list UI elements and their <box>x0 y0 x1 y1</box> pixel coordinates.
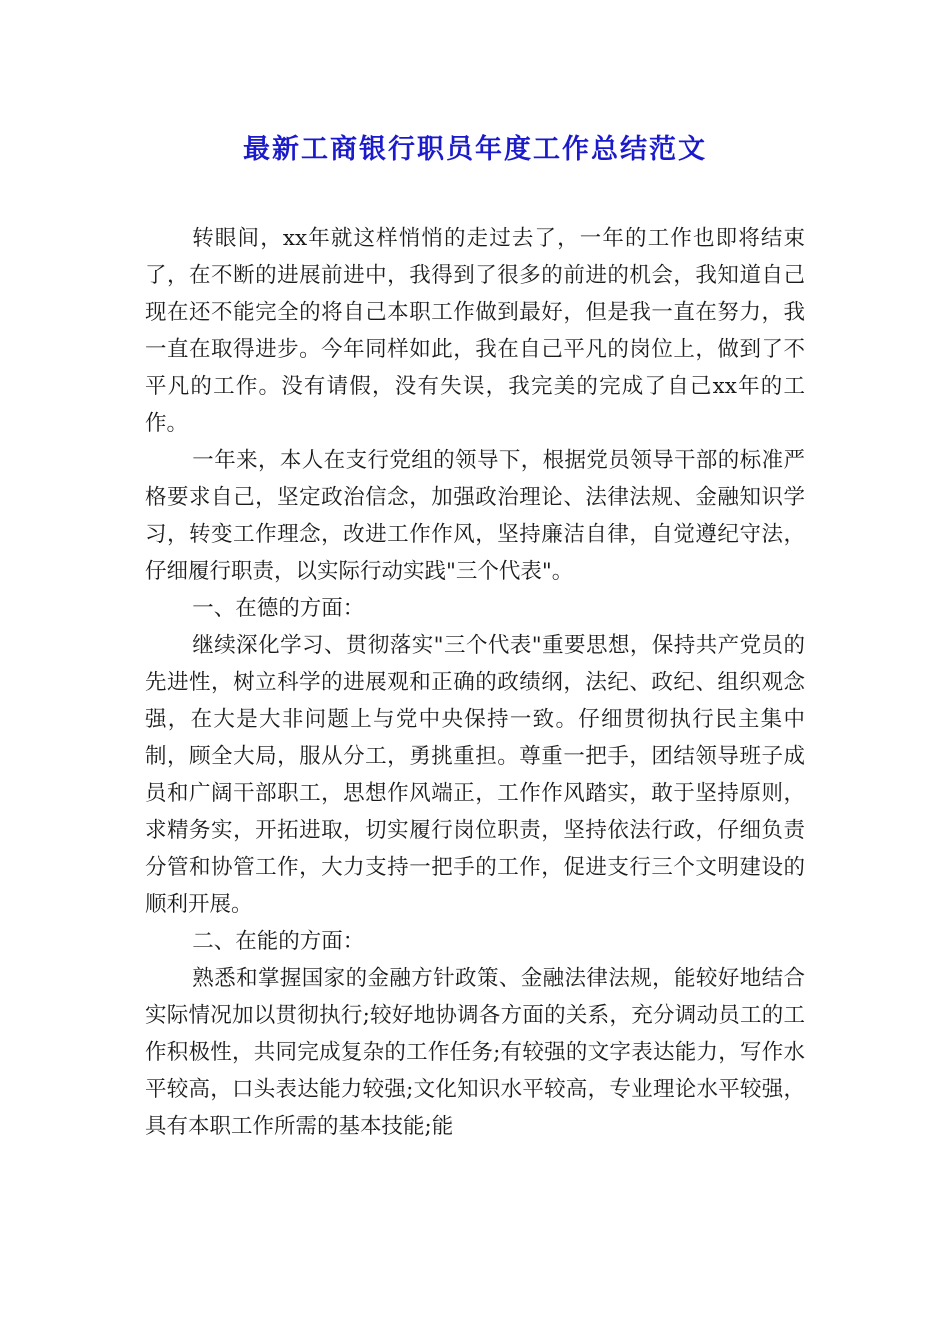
paragraph-ability: 熟悉和掌握国家的金融方针政策、金融法律法规，能较好地结合实际情况加以贯彻执行;较好地协调各方面的关系，充分调动员工的工作积极性，共同完成复杂的工作任务;有较强的文字表达能力，写作水平较高，口头表达能力较强;文化知识水平较高，专业理论水平较强，具有本职工作所需的基本技能;能 <box>145 966 805 1139</box>
document-body <box>145 220 805 1145</box>
section-heading-morality: 一、在德的方面： <box>192 596 365 621</box>
document-title: 最新工商银行职员年度工作总结范文 <box>243 134 707 165</box>
paragraph-intro: 转眼间，xx年就这样悄悄的走过去了，一年的工作也即将结束了，在不断的进展前进中，我得到了很多的前进的机会，我知道自己现在还不能完全的将自己本职工作做到最好，但是我一直在努力，我一直在取得进步。今年同样如此，我在自己平凡的岗位上，做到了不平凡的工作。没有请假，没有失误，我完美的完成了自己xx年的工作。 <box>145 226 805 436</box>
section-heading-ability: 二、在能的方面： <box>192 929 365 954</box>
paragraph-morality: 继续深化学习、贯彻落实"三个代表"重要思想，保持共产党员的先进性，树立科学的进展观和正确的政绩纲，法纪、政纪、组织观念强，在大是大非问题上与党中央保持一致。仔细贯彻执行民主集中制，顾全大局，服从分工，勇挑重担。尊重一把手，团结领导班子成员和广阔干部职工，思想作风端正，工作作风踏实，敢于坚持原则，求精务实，开拓进取，切实履行岗位职责，坚持依法行政，仔细负责分管和协管工作，大力支持一把手的工作，促进支行三个文明建设的顺利开展。 <box>145 633 805 917</box>
paragraph-overview: 一年来，本人在支行党组的领导下，根据党员领导干部的标准严格要求自己，坚定政治信念，加强政治理论、法律法规、金融知识学习，转变工作理念，改进工作作风，坚持廉洁自律，自觉遵纪守法，仔细履行职责，以实际行动实践"三个代表"。 <box>145 448 805 584</box>
